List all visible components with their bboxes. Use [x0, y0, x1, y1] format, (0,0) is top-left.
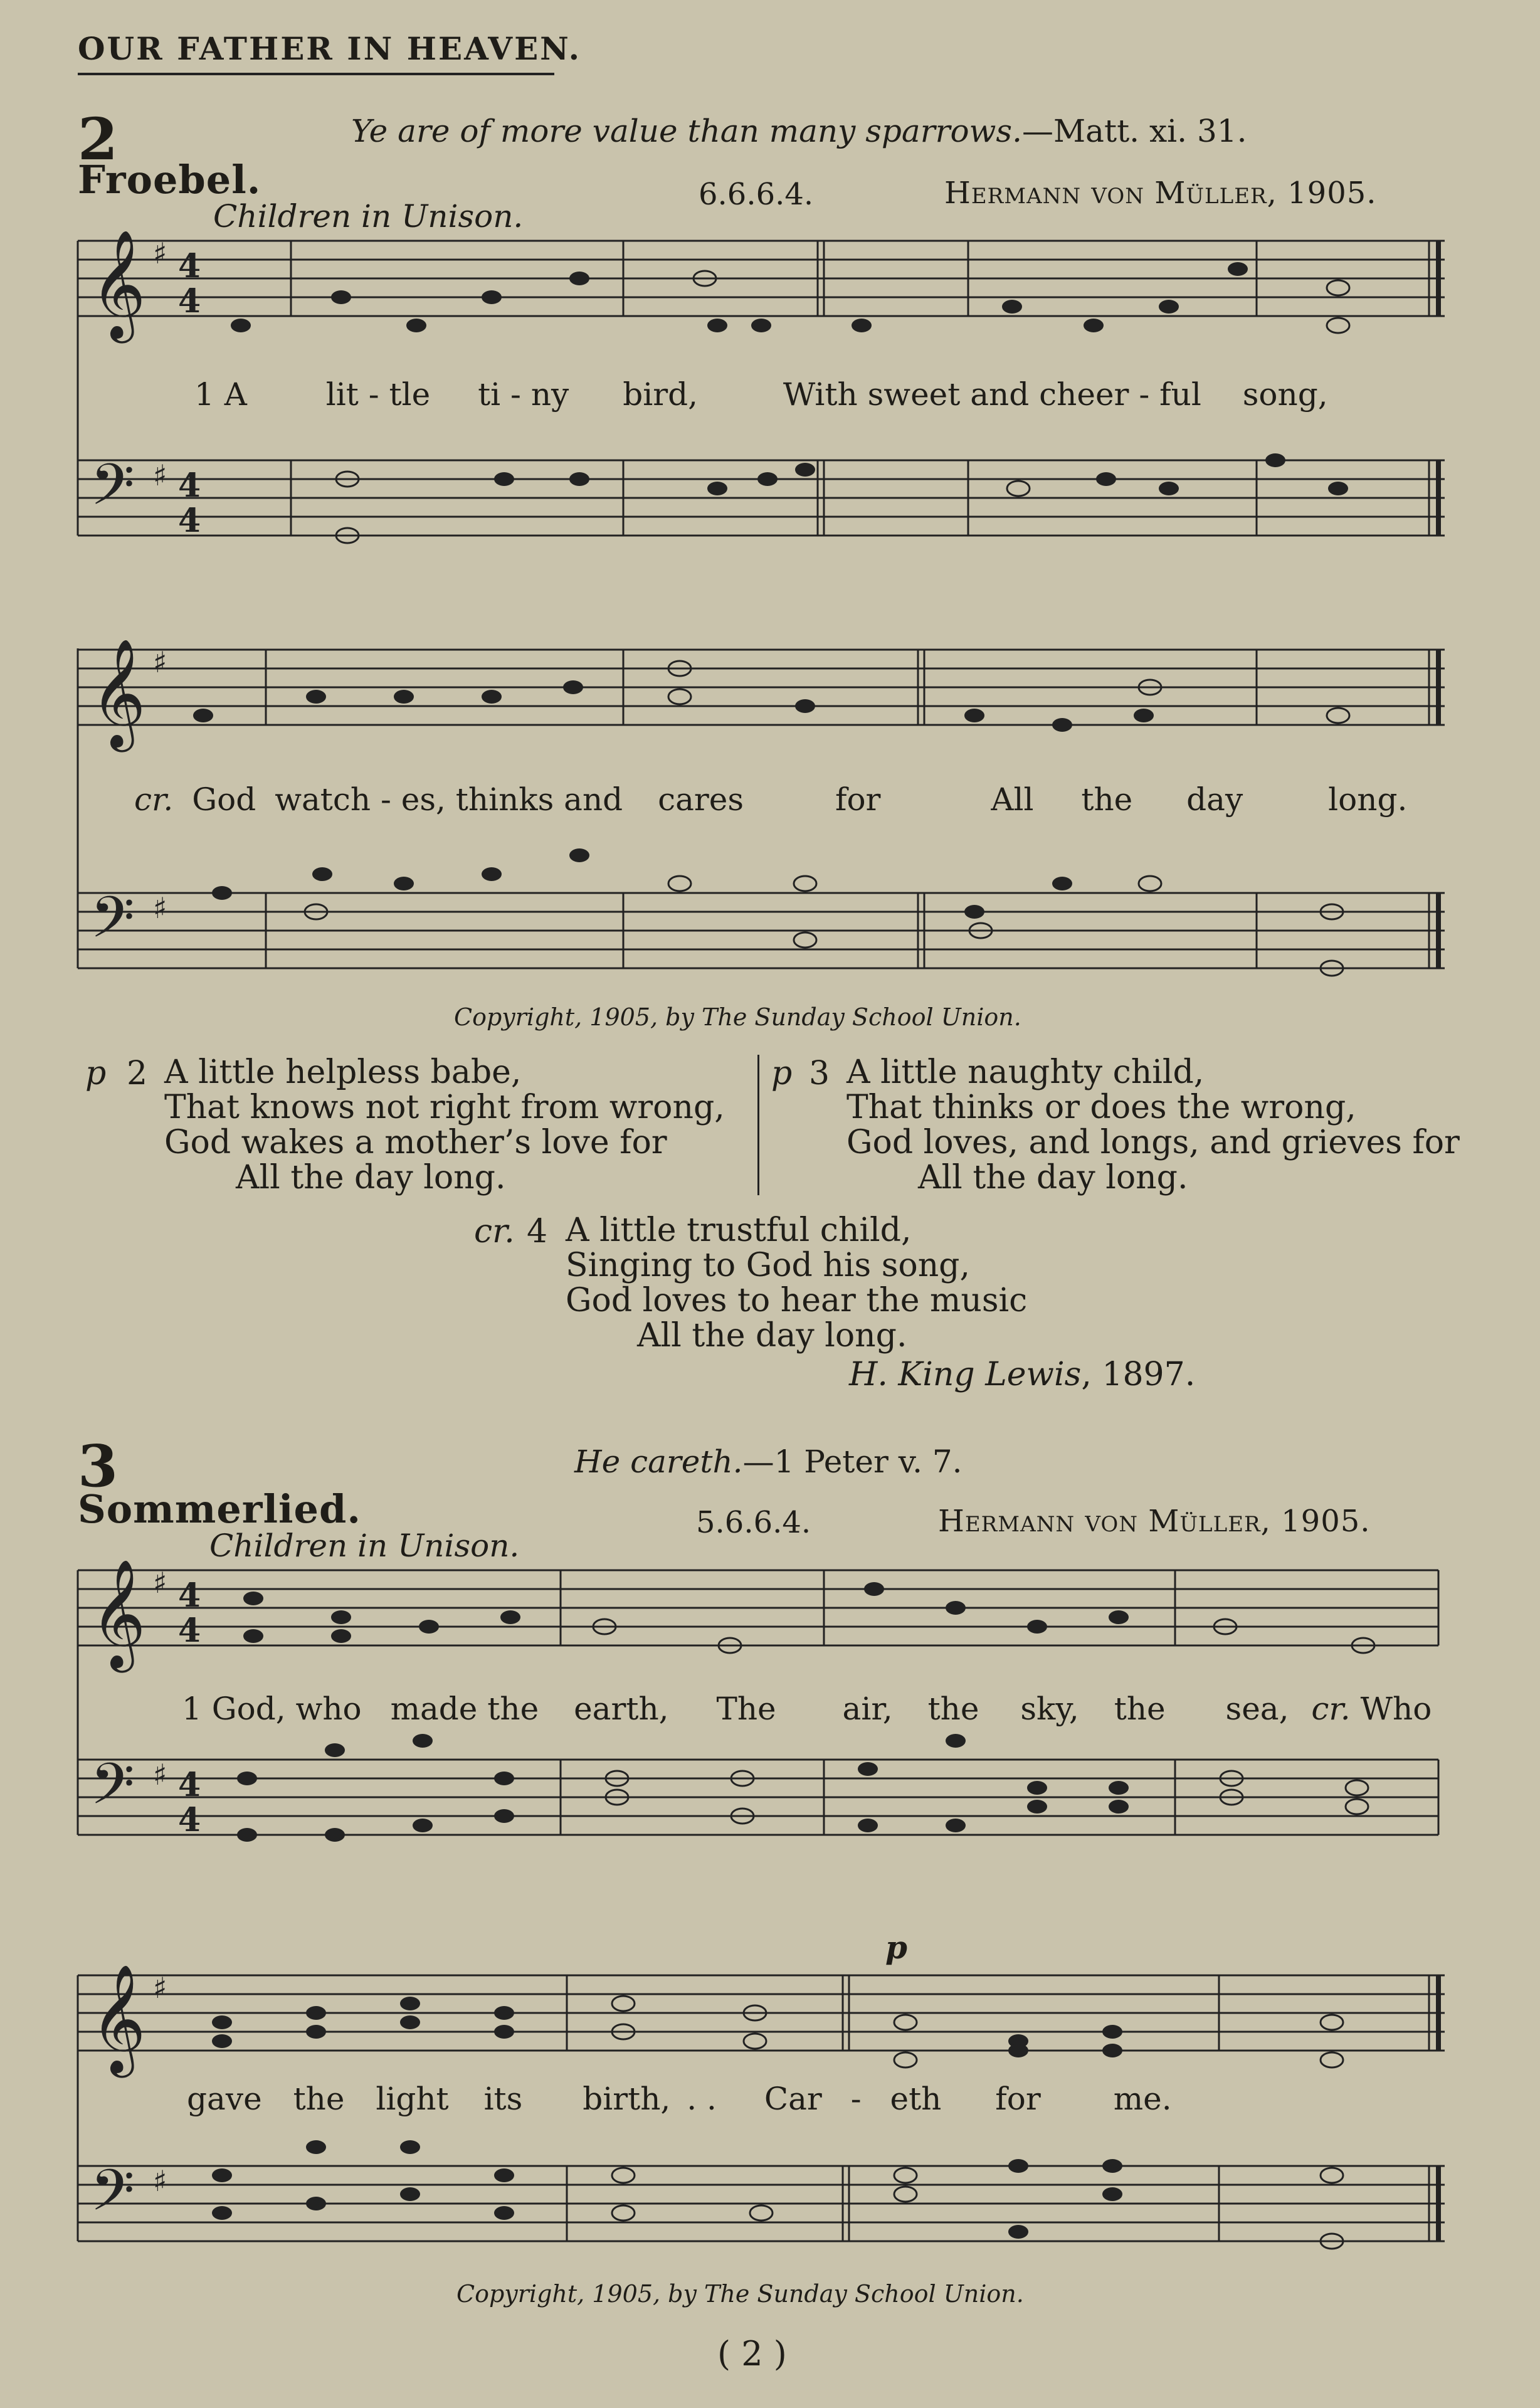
tune-name: Froebel.	[78, 157, 261, 203]
svg-text:𝄞: 𝄞	[90, 1964, 146, 2073]
treble-staff	[78, 1559, 1445, 1668]
text-reference: He careth.—1 Peter v. 7.	[574, 1444, 962, 1480]
svg-text:𝄢: 𝄢	[90, 884, 135, 964]
lyric-line: 1 God, who made the earth, The air, the sky, the sea, cr. Who	[182, 1691, 1432, 1727]
dynamic-marking: p	[885, 1929, 907, 1966]
bass-staff	[78, 1751, 1445, 1854]
svg-text:♯: ♯	[153, 645, 167, 679]
text-reference: Ye are of more value than many sparrows.—Matt. xi. 31.	[351, 113, 1247, 149]
svg-text:4: 4	[178, 1801, 201, 1839]
svg-text:♯: ♯	[153, 458, 167, 492]
svg-text:4: 4	[178, 502, 201, 540]
lyric-line: gave the light its birth, . . Car - eth for me.	[187, 2081, 1172, 2117]
svg-text:𝄞: 𝄞	[90, 230, 146, 339]
lyric-line: cr. God watch - es, thinks and cares for All the day long.	[134, 781, 1408, 818]
svg-text:4: 4	[178, 1612, 201, 1650]
tune-name: Sommerlied.	[78, 1486, 361, 1532]
bass-staff	[78, 452, 1445, 554]
treble-staff	[78, 1964, 1445, 2073]
verse-divider	[757, 1055, 759, 1195]
svg-text:𝄢: 𝄢	[90, 1751, 135, 1831]
treble-staff	[78, 230, 1445, 366]
svg-text:𝄢: 𝄢	[90, 452, 135, 532]
time-sig-bottom: 4	[178, 282, 201, 320]
svg-text:4: 4	[178, 1576, 201, 1615]
treble-staff	[78, 638, 1445, 747]
svg-text:♯: ♯	[153, 1566, 167, 1600]
page-header: OUR FATHER IN HEAVEN.	[78, 30, 582, 67]
page-number: ( 2 )	[717, 2334, 787, 2374]
verse-author: H. King Lewis, 1897.	[849, 1356, 1196, 1393]
lyric-line: 1 A lit - tle ti - ny bird, With sweet and cheer - ful song,	[194, 376, 1328, 413]
svg-text:𝄞: 𝄞	[90, 638, 146, 747]
hymn-number: 2	[78, 105, 119, 173]
bass-staff	[78, 884, 1445, 987]
svg-text:𝄞: 𝄞	[90, 1559, 146, 1668]
meter: 5.6.6.4.	[696, 1505, 811, 1540]
time-sig-top: 4	[178, 247, 201, 285]
composer: Hermann von Müller, 1905.	[938, 1504, 1371, 1539]
copyright: Copyright, 1905, by The Sunday School Union.	[454, 1003, 1021, 1031]
header-rule	[78, 73, 554, 75]
hymn-number: 3	[78, 1432, 119, 1500]
svg-text:♯: ♯	[153, 891, 167, 925]
svg-text:♯: ♯	[153, 236, 167, 270]
bass-staff	[78, 2157, 1445, 2260]
svg-text:♯: ♯	[153, 1971, 167, 2005]
svg-text:4: 4	[178, 467, 201, 505]
svg-text:𝄢: 𝄢	[90, 2157, 135, 2237]
composer: Hermann von Müller, 1905.	[944, 176, 1377, 211]
meter: 6.6.6.4.	[699, 177, 814, 212]
svg-text:♯: ♯	[153, 1758, 167, 1792]
performance-direction: Children in Unison.	[209, 1528, 520, 1564]
performance-direction: Children in Unison.	[213, 198, 524, 235]
svg-text:♯: ♯	[153, 2164, 167, 2198]
copyright: Copyright, 1905, by The Sunday School Union.	[456, 2280, 1024, 2308]
svg-text:4: 4	[178, 1766, 201, 1804]
